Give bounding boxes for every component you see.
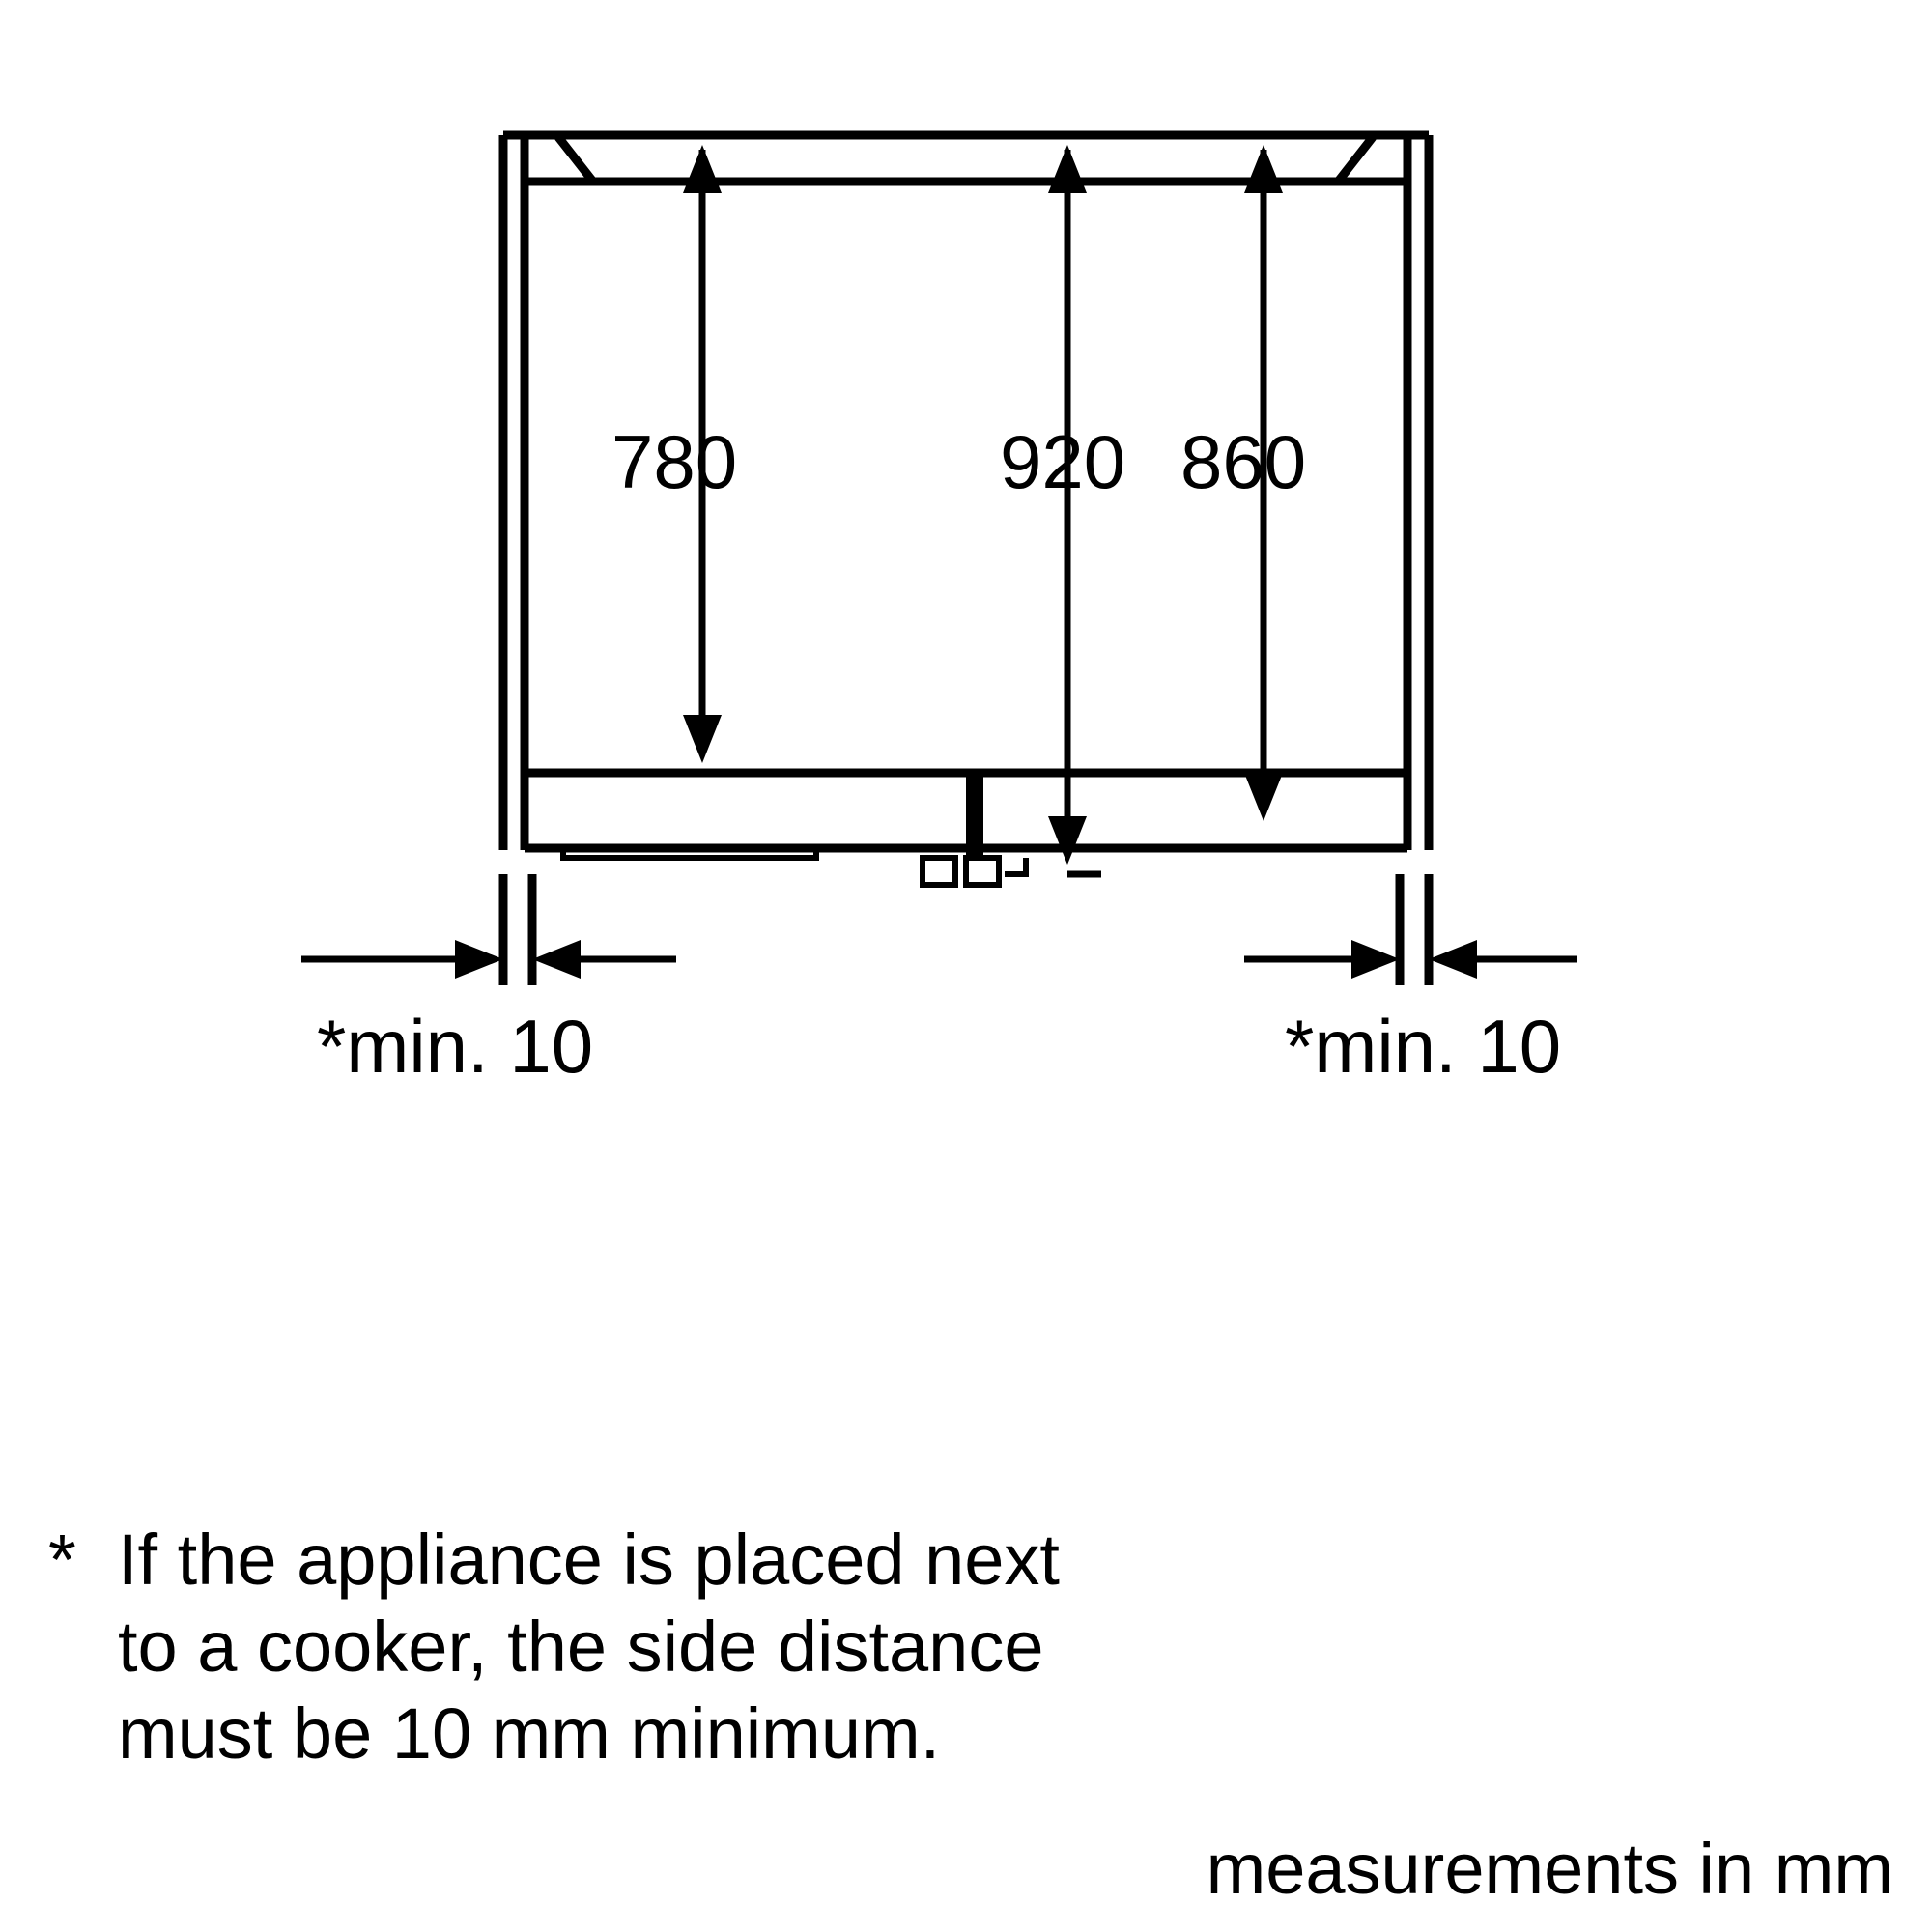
dimension-860: [1180, 145, 1306, 821]
dimension-780: [611, 145, 737, 763]
footnote-line-1: If the appliance is placed next: [118, 1520, 1060, 1600]
dim-920-arrow-bottom: [1048, 816, 1087, 865]
clearance-left: [301, 874, 676, 1089]
dim-860-label: 860: [1180, 419, 1307, 504]
chamfer-top-left: [558, 137, 593, 182]
clearance-right-label: *min. 10: [1285, 1004, 1562, 1089]
units-note: measurements in mm: [1206, 1829, 1893, 1909]
clearance-left-arrow-a: [455, 940, 503, 979]
clearance-right-arrow-a: [1351, 940, 1400, 979]
footnote: [48, 1520, 1060, 1774]
dim-780-label: 780: [611, 419, 738, 504]
niche-outline: [503, 135, 1429, 885]
footnote-line-2: to a cooker, the side distance: [118, 1606, 1044, 1687]
clearance-right: [1244, 874, 1577, 1089]
clearance-left-label: *min. 10: [317, 1004, 594, 1089]
footnote-line-3: must be 10 mm minimum.: [118, 1693, 941, 1774]
footnote-marker: *: [48, 1520, 76, 1600]
dim-860-arrow-bottom: [1244, 773, 1283, 821]
connector-block-left: [923, 858, 955, 885]
clearance-left-arrow-b: [532, 940, 581, 979]
connector-block-right: [966, 858, 999, 885]
center-divider: [966, 773, 983, 860]
dim-780-arrow-top: [683, 145, 722, 193]
chamfer-top-right: [1338, 137, 1373, 182]
dim-920-label: 920: [1000, 419, 1126, 504]
dimension-920: [1000, 145, 1125, 874]
clearance-right-arrow-b: [1429, 940, 1477, 979]
dim-920-arrow-top: [1048, 145, 1087, 193]
dim-860-arrow-top: [1244, 145, 1283, 193]
dim-780-arrow-bottom: [683, 715, 722, 763]
connector-lead: [1005, 858, 1026, 874]
